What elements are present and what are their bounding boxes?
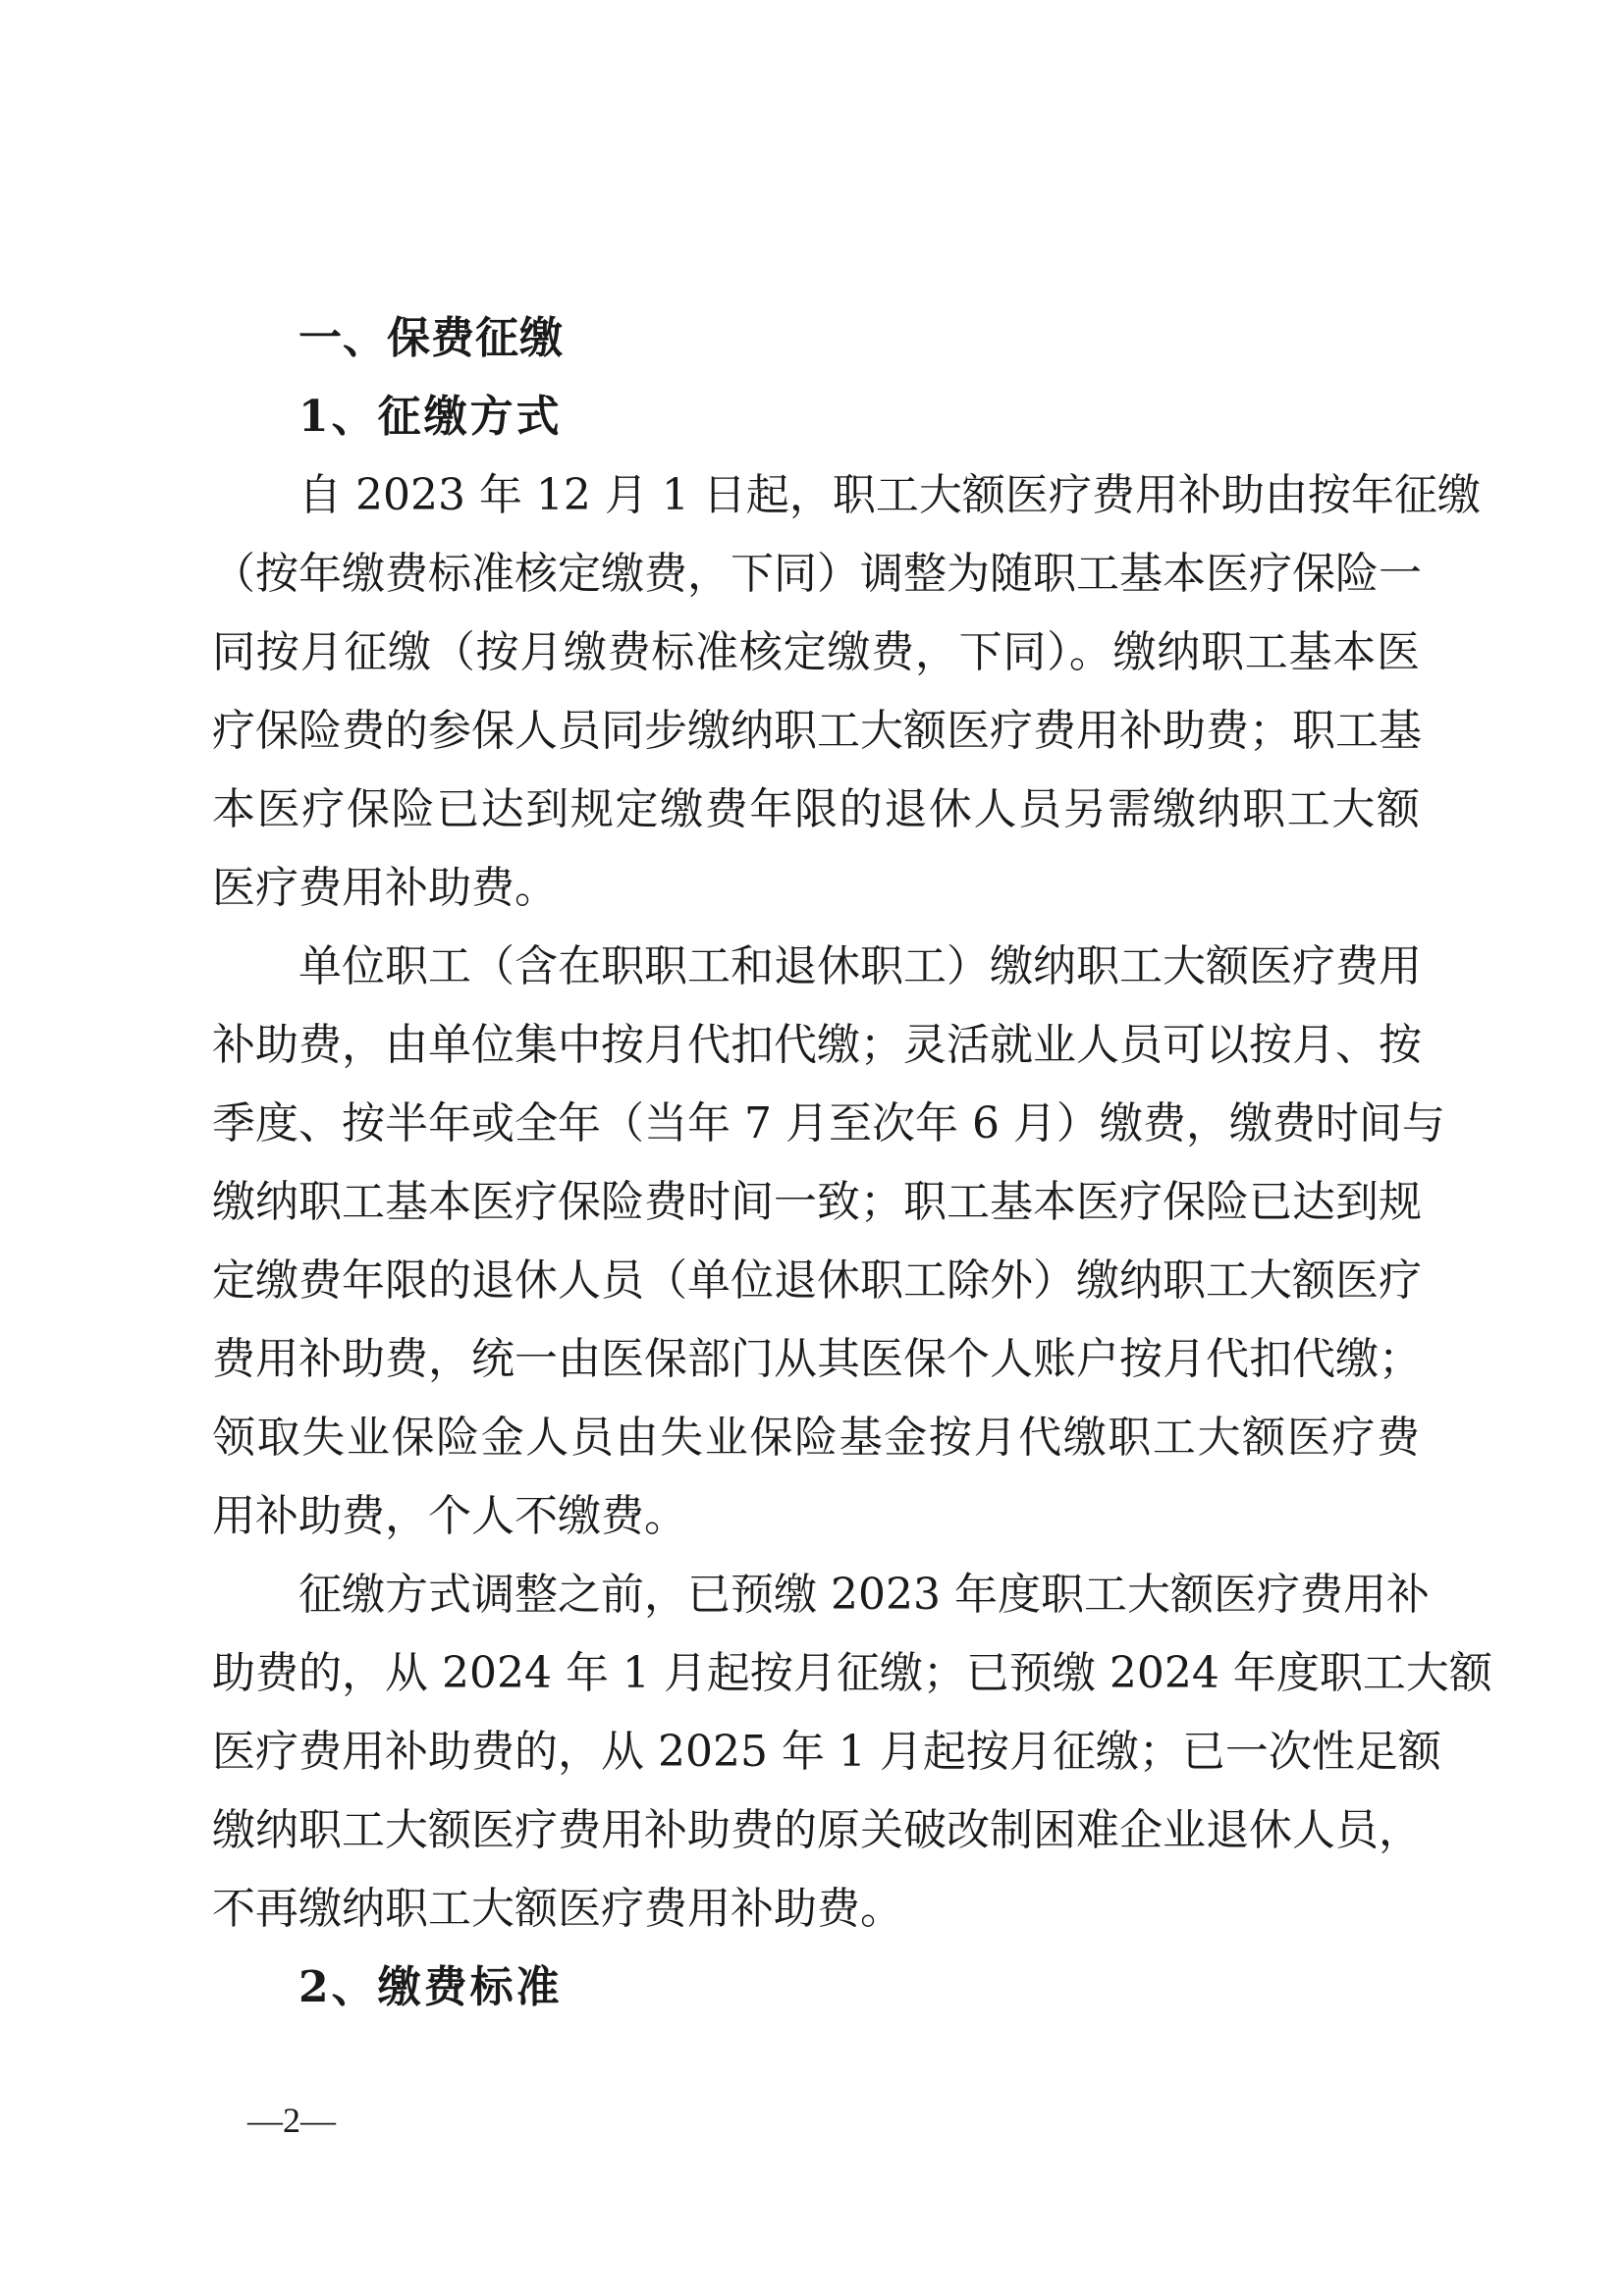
paragraph-line: 不再缴纳职工大额医疗费用补助费。 (212, 1884, 903, 1934)
paragraph-line: 费用补助费，统一由医保部门从其医保个人账户按月代扣代缴； (212, 1334, 1422, 1384)
paragraph-line: 缴纳职工基本医疗保险费时间一致；职工基本医疗保险已达到规 (212, 1177, 1422, 1227)
paragraph-line: 征缴方式调整之前，已预缴 2023 年度职工大额医疗费用补 (298, 1570, 1430, 1620)
paragraph-line: 用补助费，个人不缴费。 (212, 1491, 687, 1541)
paragraph-line: 季度、按半年或全年（当年 7 月至次年 6 月）缴费，缴费时间与 (212, 1098, 1445, 1148)
paragraph-line: 补助费，由单位集中按月代扣代缴；灵活就业人员可以按月、按 (212, 1020, 1422, 1070)
paragraph-line: 领取失业保险金人员由失业保险基金按月代缴职工大额医疗费 (212, 1413, 1420, 1463)
paragraph-line: 自 2023 年 12 月 1 日起，职工大额医疗费用补助由按年征缴 (298, 470, 1481, 520)
paragraph-line: 助费的，从 2024 年 1 月起按月征缴；已预缴 2024 年度职工大额 (212, 1648, 1492, 1698)
paragraph-transition-rules (212, 1556, 1492, 1949)
page-number: —2— (247, 2101, 336, 2140)
document-body (212, 299, 1492, 2027)
paragraph-line: 缴纳职工大额医疗费用补助费的原关破改制困难企业退休人员， (212, 1805, 1422, 1855)
paragraph-line: 同按月征缴（按月缴费标准核定缴费，下同）。缴纳职工基本医 (212, 627, 1420, 677)
paragraph-payment-arrangements (212, 928, 1445, 1556)
paragraph-line: 疗保险费的参保人员同步缴纳职工大额医疗费用补助费；职工基 (212, 706, 1422, 756)
subsection-title-collection-method: 1、征缴方式 (298, 392, 563, 442)
paragraph-line: 本医疗保险已达到规定缴费年限的退休人员另需缴纳职工大额 (212, 784, 1420, 834)
paragraph-line: 医疗费用补助费的，从 2025 年 1 月起按月征缴；已一次性足额 (212, 1727, 1441, 1777)
paragraph-line: 医疗费用补助费。 (212, 863, 558, 913)
section-heading: 一、保费征缴 (298, 313, 564, 363)
paragraph-line: 定缴费年限的退休人员（单位退休职工除外）缴纳职工大额医疗 (212, 1255, 1422, 1306)
paragraph-line: （按年缴费标准核定缴费，下同）调整为随职工基本医疗保险一 (212, 549, 1422, 599)
paragraph-collection-change (212, 456, 1481, 928)
paragraph-line: 单位职工（含在职职工和退休职工）缴纳职工大额医疗费用 (298, 941, 1422, 991)
subsection-title-payment-standard: 2、缴费标准 (298, 1962, 563, 2012)
